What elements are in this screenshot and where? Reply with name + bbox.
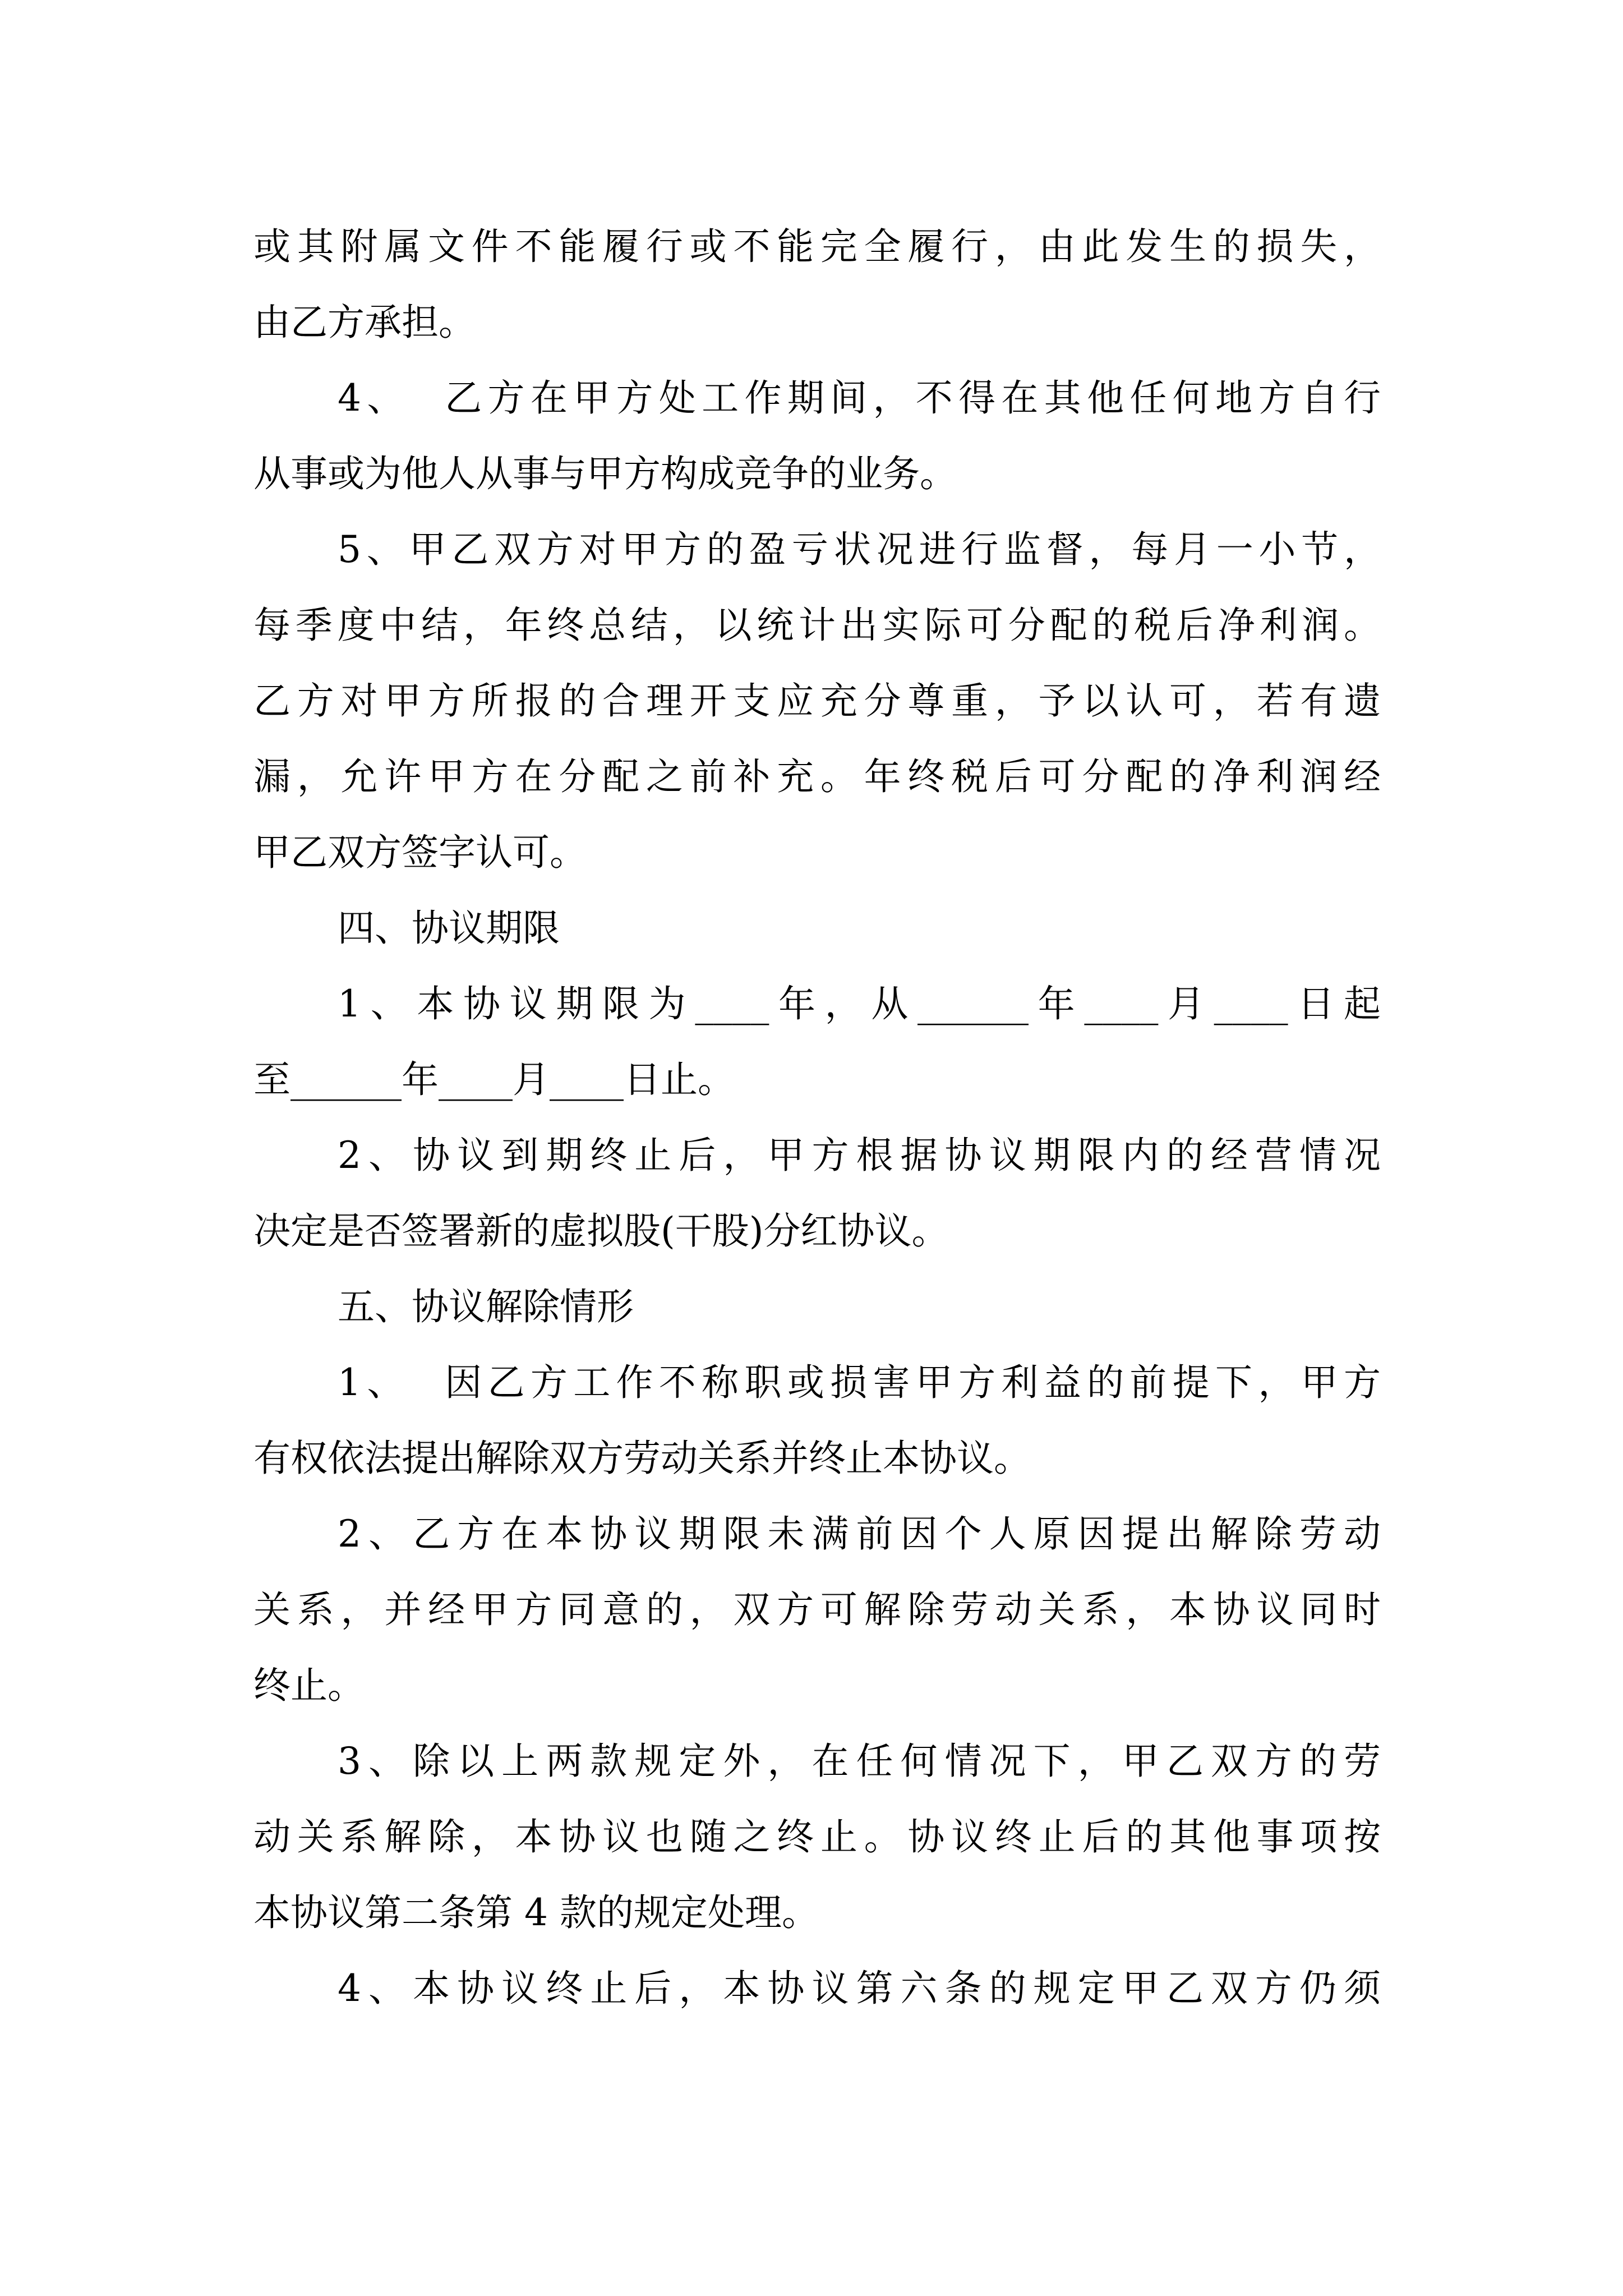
- text-line: 终止。: [253, 1664, 365, 1707]
- text-line: 4、本协议终止后，本协议第六条的规定甲乙双方仍须: [338, 1967, 1381, 2010]
- text-line: 4、 乙方在甲方处工作期间，不得在其他任何地方自行: [338, 376, 1381, 420]
- text-line: 甲乙双方签字认可。: [253, 831, 587, 874]
- text-line: 至______年____月____日止。: [253, 1058, 735, 1101]
- text-line: 2、协议到期终止后，甲方根据协议期限内的经营情况: [338, 1134, 1381, 1177]
- text-line: 2、乙方在本协议期限未满前因个人原因提出解除劳动: [338, 1512, 1381, 1556]
- section-heading: 五、协议解除情形: [338, 1285, 634, 1328]
- section-heading: 四、协议期限: [338, 907, 560, 950]
- text-line: 或其附属文件不能履行或不能完全履行，由此发生的损失，: [253, 225, 1381, 268]
- text-line: 1、 因乙方工作不称职或损害甲方利益的前提下，甲方: [338, 1361, 1381, 1404]
- text-line: 有权依法提出解除双方劳动关系并终止本协议。: [253, 1437, 1031, 1480]
- text-line: 1、本协议期限为____年，从______年____月____日起: [338, 982, 1381, 1025]
- text-line: 由乙方承担。: [253, 301, 476, 344]
- text-line: 乙方对甲方所报的合理开支应充分尊重，予以认可，若有遗: [253, 679, 1381, 723]
- text-line: 从事或为他人从事与甲方构成竞争的业务。: [253, 452, 957, 495]
- text-line: 漏，允许甲方在分配之前补充。年终税后可分配的净利润经: [253, 755, 1381, 798]
- text-line: 5、甲乙双方对甲方的盈亏状况进行监督，每月一小节，: [338, 528, 1381, 571]
- text-line: 3、除以上两款规定外，在任何情况下，甲乙双方的劳: [338, 1740, 1381, 1783]
- text-line: 关系，并经甲方同意的，双方可解除劳动关系，本协议同时: [253, 1588, 1381, 1631]
- text-line: 决定是否签署新的虚拟股(干股)分红协议。: [253, 1209, 949, 1253]
- text-line: 本协议第二条第 4 款的规定处理。: [253, 1891, 819, 1934]
- text-line: 每季度中结，年终总结，以统计出实际可分配的税后净利润。: [253, 604, 1381, 647]
- text-line: 动关系解除，本协议也随之终止。协议终止后的其他事项按: [253, 1815, 1381, 1858]
